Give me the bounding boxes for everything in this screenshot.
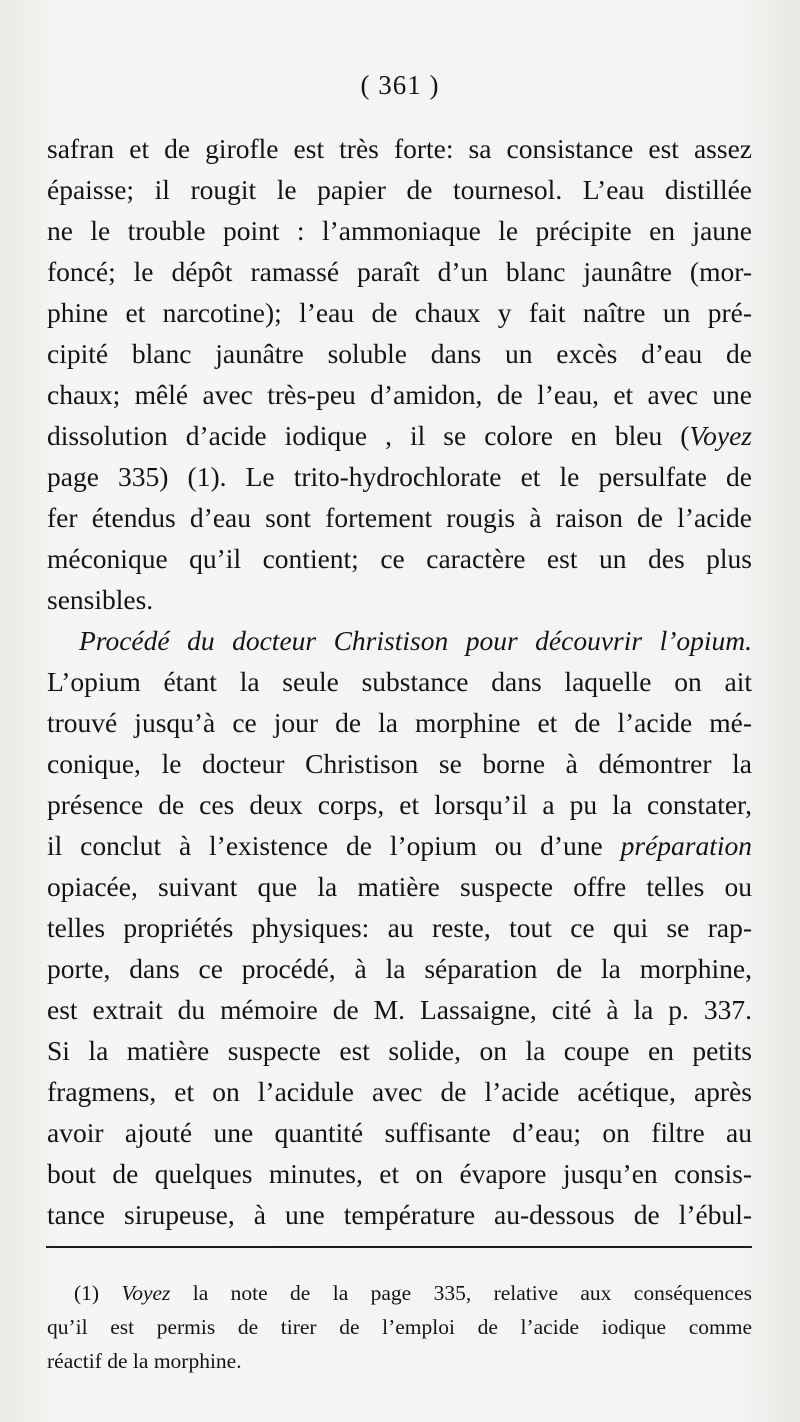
footnote (47, 1276, 752, 1378)
text-line: phine et narcotine); l’eau de chaux y fait naître un pré- (47, 297, 752, 328)
text-line: méconique qu’il contient; ce caractère est un des plus (47, 543, 752, 574)
page-number: ( 361 ) (360, 70, 440, 100)
text-segment: dissolution d’acide iodique , il se colore en bleu ( (47, 420, 690, 451)
text-line: bout de quelques minutes, et on évapore jusqu’en consis- (47, 1158, 752, 1189)
text-line: trouvé jusqu’à ce jour de la morphine et de l’acide mé- (47, 707, 752, 738)
italic-term: préparation (620, 830, 753, 861)
text-line: page 335) (1). Le trito-hydrochlorate et le persulfate de (47, 461, 752, 492)
text-line: chaux; mêlé avec très-peu d’amidon, de l’eau, et avec une (47, 379, 752, 410)
text-segment: il conclut à l’existence de l’opium ou d’une (47, 830, 603, 861)
text-line: L’opium étant la seule substance dans laquelle on ait (47, 666, 752, 697)
text-line: fer étendus d’eau sont fortement rougis à raison de l’acide (47, 502, 752, 533)
text-line: avoir ajouté une quantité suffisante d’eau; on filtre au (47, 1117, 752, 1148)
text-line: épaisse; il rougit le papier de tournesol. L’eau distillée (47, 174, 752, 205)
text-line: foncé; le dépôt ramassé paraît d’un blanc jaunâtre (mor- (47, 256, 752, 287)
text-line: opiacée, suivant que la matière suspecte offre telles ou (47, 871, 752, 902)
text-line: tance sirupeuse, à une température au-dessous de l’ébul- (47, 1199, 752, 1230)
text-line: sensibles. (47, 584, 154, 615)
footnote-line (47, 1276, 752, 1310)
body-text (47, 128, 752, 1235)
section-heading (47, 620, 752, 661)
footnote-line: réactif de la morphine. (47, 1349, 242, 1373)
text-line (47, 415, 752, 456)
text-line: safran et de girofle est très forte: sa consistance est assez (47, 133, 752, 164)
italic-reference: Voyez (689, 420, 752, 451)
text-line: fragmens, et on l’acidule avec de l’acide acétique, après (47, 1076, 752, 1107)
text-line: telles propriétés physiques: au reste, tout ce qui se rap- (47, 912, 752, 943)
text-line: présence de ces deux corps, et lorsqu’il a pu la constater, (47, 789, 752, 820)
footnote-text: la note de la page 335, relative aux conséquences (192, 1281, 753, 1305)
footnote-rule (46, 1246, 752, 1248)
footnote-italic-reference: Voyez (121, 1281, 171, 1305)
text-line: porte, dans ce procédé, à la séparation de la morphine, (47, 953, 752, 984)
section-heading-text: Procédé du docteur Christison pour découvrir l’opium. (79, 625, 752, 656)
footnote-line: qu’il est permis de tirer de l’emploi de l’acide iodique comme (47, 1315, 752, 1339)
text-line: cipité blanc jaunâtre soluble dans un excès d’eau de (47, 338, 752, 369)
text-line: conique, le docteur Christison se borne à démontrer la (47, 748, 752, 779)
text-line: ne le trouble point : l’ammoniaque le précipite en jaune (47, 215, 752, 246)
text-line: Si la matière suspecte est solide, on la coupe en petits (47, 1035, 752, 1066)
text-line (47, 825, 752, 866)
footnote-mark: (1) (74, 1281, 100, 1305)
text-line: est extrait du mémoire de M. Lassaigne, cité à la p. 337. (47, 994, 752, 1025)
